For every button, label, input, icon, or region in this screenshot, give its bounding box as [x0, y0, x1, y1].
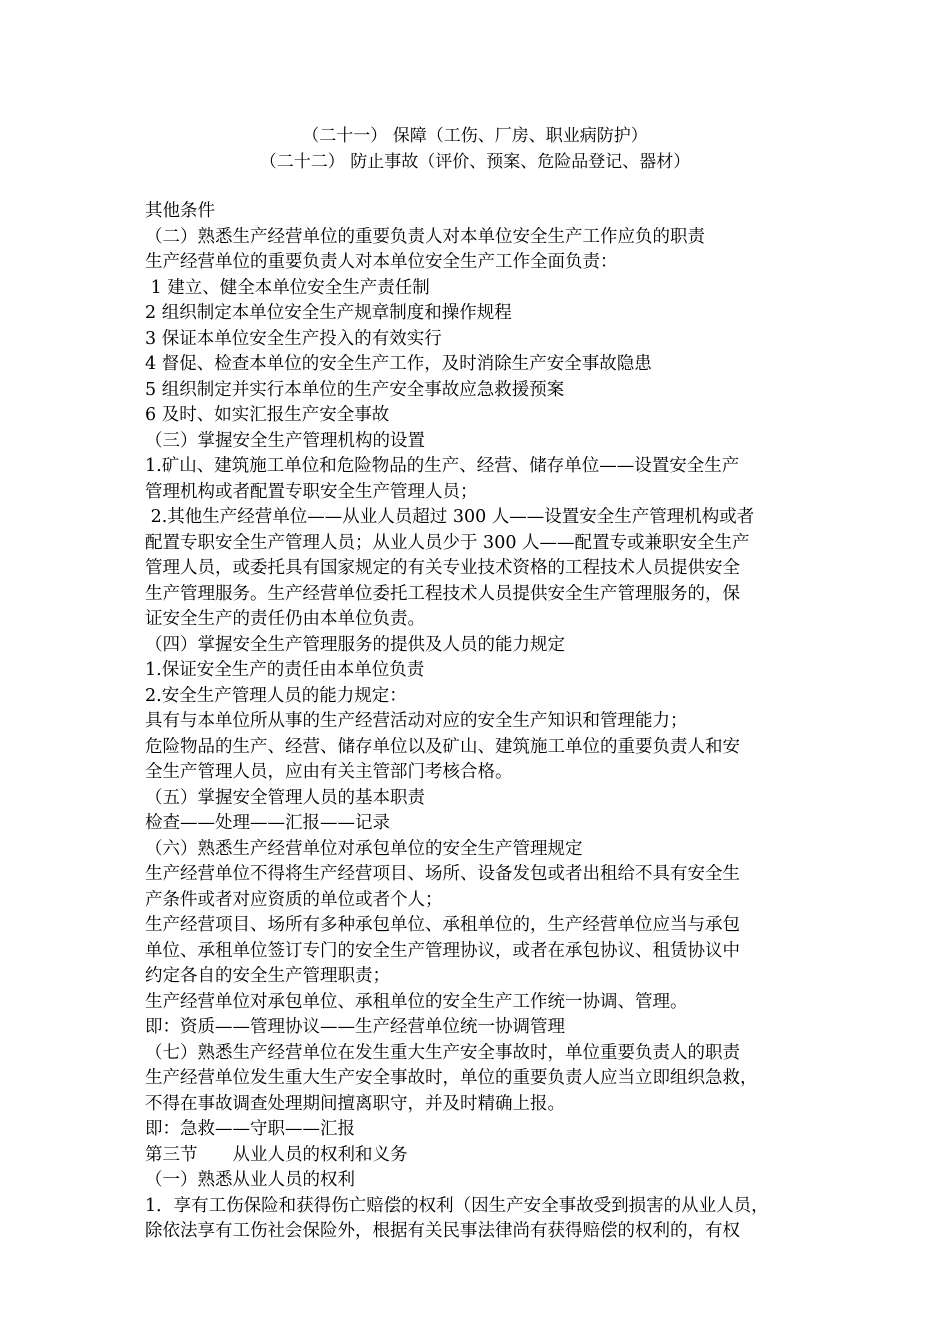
heading-line: （二十二） 防止事故（评价、预案、危险品登记、器材）: [259, 152, 691, 172]
text-line: 5 组织制定并实行本单位的生产安全事故应急救援预案: [145, 379, 565, 400]
text-line: 2.安全生产管理人员的能力规定：: [145, 685, 407, 706]
text-line: 约定各自的安全生产管理职责；: [145, 966, 390, 986]
text-line: 1.保证安全生产的责任由本单位负责: [145, 660, 425, 680]
body-text: [145, 199, 825, 1245]
text-line: 生产经营项目、场所有多种承包单位、承租单位的，生产经营单位应当与承包: [145, 915, 740, 935]
text-line: 3 保证本单位安全生产投入的有效实行: [145, 328, 442, 349]
text-line: （六）熟悉生产经营单位对承包单位的安全生产管理规定: [145, 838, 583, 859]
text-line: 管理机构或者配置专职安全生产管理人员；: [145, 481, 478, 502]
heading-line: （二十一） 保障（工伤、厂房、职业病防护）: [302, 126, 648, 146]
text-line: 生产经营单位发生重大生产安全事故时，单位的重要负责人应当立即组织急救，: [145, 1068, 758, 1088]
text-line: 即：急救——守职——汇报: [145, 1119, 355, 1139]
text-line: 生产经营单位的重要负责人对本单位安全生产工作全面负责：: [145, 252, 618, 272]
text-line: 检查——处理——汇报——记录: [145, 813, 390, 833]
text-line: 1 建立、健全本单位安全生产责任制: [145, 277, 430, 298]
text-line: 配置专职安全生产管理人员；从业人员少于 300 人——配置专或兼职安全生产: [145, 532, 750, 553]
text-line: 1．享有工伤保险和获得伤亡赔偿的权利（因生产安全事故受到损害的从业人员，: [145, 1195, 769, 1216]
text-line: （七）熟悉生产经营单位在发生重大生产安全事故时，单位重要负责人的职责: [145, 1042, 740, 1063]
centered-headings: [0, 123, 950, 175]
text-line: （四）掌握安全生产管理服务的提供及人员的能力规定: [145, 634, 565, 655]
text-line: 全生产管理人员，应由有关主管部门考核合格。: [145, 762, 513, 782]
text-line: 产条件或者对应资质的单位或者个人；: [145, 889, 443, 910]
text-line: 其他条件: [145, 201, 215, 221]
text-line: （一）熟悉从业人员的权利: [145, 1170, 355, 1190]
text-line: 危险物品的生产、经营、储存单位以及矿山、建筑施工单位的重要负责人和安: [145, 736, 740, 757]
text-line: 第三节 从业人员的权利和义务: [145, 1144, 408, 1165]
text-line: （五）掌握安全管理人员的基本职责: [145, 787, 425, 808]
text-line: 除依法享有工伤社会保险外，根据有关民事法律尚有获得赔偿的权利的，有权: [145, 1221, 740, 1241]
text-line: 1.矿山、建筑施工单位和危险物品的生产、经营、储存单位——设置安全生产: [145, 456, 740, 476]
text-line: 不得在事故调查处理期间擅离职守，并及时精确上报。: [145, 1093, 565, 1114]
text-line: （三）掌握安全生产管理机构的设置: [145, 430, 425, 451]
text-line: 2 组织制定本单位安全生产规章制度和操作规程: [145, 303, 512, 323]
text-line: 管理人员，或委托具有国家规定的有关专业技术资格的工程技术人员提供安全: [145, 558, 740, 578]
text-line: 单位、承租单位签订专门的安全生产管理协议，或者在承包协议、租赁协议中: [145, 940, 740, 961]
text-line: 4 督促、检查本单位的安全生产工作，及时消除生产安全事故隐患: [145, 354, 652, 374]
text-line: 生产经营单位对承包单位、承租单位的安全生产工作统一协调、管理。: [145, 991, 688, 1012]
text-line: 即：资质——管理协议——生产经营单位统一协调管理: [145, 1017, 565, 1037]
text-line: 生产经营单位不得将生产经营项目、场所、设备发包或者出租给不具有安全生: [145, 864, 740, 884]
text-line: 2.其他生产经营单位——从业人员超过 300 人——设置安全生产管理机构或者: [145, 507, 755, 527]
text-line: 证安全生产的责任仍由本单位负责。: [145, 609, 425, 629]
text-line: （二）熟悉生产经营单位的重要负责人对本单位安全生产工作应负的职责: [145, 226, 705, 247]
text-line: 6 及时、如实汇报生产安全事故: [145, 405, 390, 425]
text-line: 具有与本单位所从事的生产经营活动对应的安全生产知识和管理能力；: [145, 711, 688, 731]
text-line: 生产管理服务。生产经营单位委托工程技术人员提供安全生产管理服务的，保: [145, 583, 740, 604]
